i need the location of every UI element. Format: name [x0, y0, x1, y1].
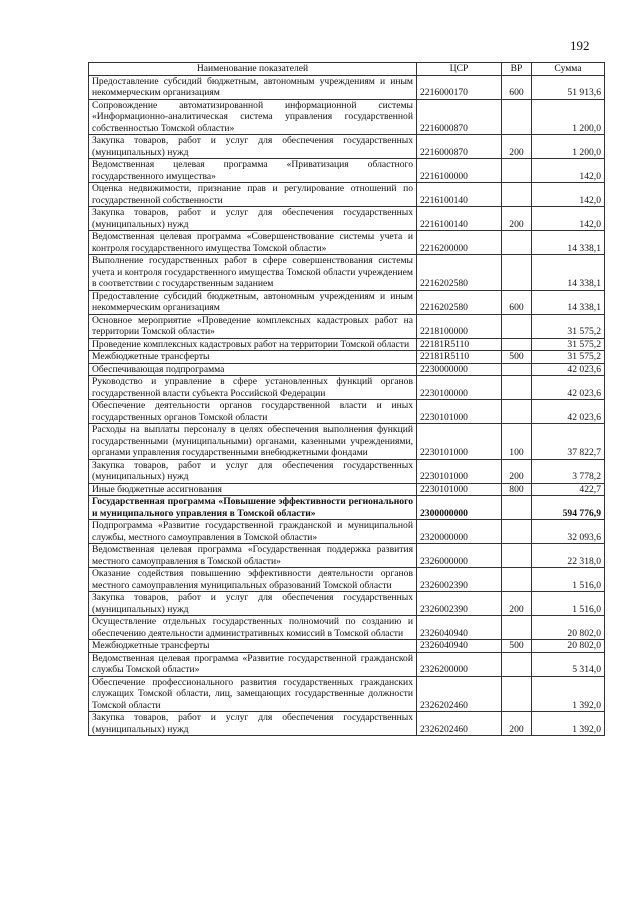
cell-csr: 2216000870	[417, 99, 502, 135]
header-sum: Сумма	[532, 63, 605, 76]
cell-name: Обеспечивающая подпрограмма	[89, 363, 417, 376]
cell-name: Расходы на выплаты персоналу в целях обеспечения выполнения функций государственными (муниципальными) органами, казенными учреждениями, органами управления государственными внебюджетными фондами	[89, 424, 417, 460]
table-row	[89, 207, 605, 231]
cell-sum: 31 575,2	[532, 338, 605, 351]
table-row	[89, 496, 605, 520]
cell-name: Закупка товаров, работ и услуг для обеспечения государственных (муниципальных) нужд	[89, 459, 417, 483]
cell-csr: 2326002390	[417, 592, 502, 616]
cell-name: Закупка товаров, работ и услуг для обеспечения государственных (муниципальных) нужд	[89, 135, 417, 159]
cell-vr	[502, 568, 532, 592]
cell-csr: 2320000000	[417, 520, 502, 544]
table-row	[89, 520, 605, 544]
table-row	[89, 400, 605, 424]
cell-name: Закупка товаров, работ и услуг для обеспечения государственных (муниципальных) нужд	[89, 712, 417, 736]
table-row	[89, 483, 605, 496]
cell-vr	[502, 520, 532, 544]
cell-vr	[502, 183, 532, 207]
cell-sum: 1 516,0	[532, 592, 605, 616]
table-row	[89, 376, 605, 400]
table-row	[89, 592, 605, 616]
cell-name: Предоставление субсидий бюджетным, автономным учреждениям и иным некоммерческим организациям	[89, 290, 417, 314]
cell-csr: 2230100000	[417, 376, 502, 400]
table-row	[89, 314, 605, 338]
cell-vr: 200	[502, 135, 532, 159]
cell-sum: 1 200,0	[532, 135, 605, 159]
table-row	[89, 231, 605, 255]
table-row	[89, 183, 605, 207]
cell-sum: 51 913,6	[532, 75, 605, 99]
cell-name: Обеспечение профессионального развития государственных гражданских служащих Томской области, лиц, замещающих государственные должности Томской области	[89, 676, 417, 712]
cell-name: Иные бюджетные ассигнования	[89, 483, 417, 496]
cell-name: Подпрограмма «Развитие государственной гражданской и муниципальной службы, местного самоуправления в Томской области»	[89, 520, 417, 544]
budget-table	[88, 62, 605, 736]
cell-vr: 100	[502, 424, 532, 460]
cell-vr	[502, 363, 532, 376]
header-name: Наименование показателей	[89, 63, 417, 76]
cell-vr: 600	[502, 75, 532, 99]
cell-sum: 32 093,6	[532, 520, 605, 544]
cell-csr: 2216100000	[417, 159, 502, 183]
cell-sum: 1 200,0	[532, 99, 605, 135]
cell-sum: 31 575,2	[532, 314, 605, 338]
cell-vr	[502, 676, 532, 712]
cell-vr	[502, 544, 532, 568]
cell-sum: 31 575,2	[532, 351, 605, 364]
table-row	[89, 338, 605, 351]
cell-sum: 42 023,6	[532, 400, 605, 424]
cell-vr	[502, 99, 532, 135]
cell-name: Осуществление отдельных государственных полномочий по созданию и обеспечению деятельности административных комиссий в Томской области	[89, 616, 417, 640]
table-row	[89, 652, 605, 676]
cell-csr: 2230101000	[417, 483, 502, 496]
cell-csr: 2326040940	[417, 616, 502, 640]
cell-name: Руководство и управление в сфере установленных функций органов государственной власти субъекта Российской Федерации	[89, 376, 417, 400]
cell-sum: 37 822,7	[532, 424, 605, 460]
cell-name: Ведомственная целевая программа «Совершенствование системы учета и контроля государственного имущества Томской области»	[89, 231, 417, 255]
table-row	[89, 75, 605, 99]
table-header-row	[89, 63, 605, 76]
cell-vr: 800	[502, 483, 532, 496]
table-row	[89, 255, 605, 291]
cell-name: Оценка недвижимости, признание прав и регулирование отношений по государственной собственности	[89, 183, 417, 207]
cell-name: Оказание содействия повышению эффективности деятельности органов местного самоуправления муниципальных образований Томской области	[89, 568, 417, 592]
cell-sum: 14 338,1	[532, 290, 605, 314]
table-row	[89, 290, 605, 314]
cell-vr	[502, 159, 532, 183]
cell-name: Предоставление субсидий бюджетным, автономным учреждениям и иным некоммерческим организациям	[89, 75, 417, 99]
table-row	[89, 568, 605, 592]
cell-name: Закупка товаров, работ и услуг для обеспечения государственных (муниципальных) нужд	[89, 207, 417, 231]
cell-csr: 2230101000	[417, 459, 502, 483]
cell-vr	[502, 338, 532, 351]
cell-csr: 2216200000	[417, 231, 502, 255]
cell-csr: 2216202580	[417, 290, 502, 314]
cell-name: Ведомственная целевая программа «Развитие государственной гражданской службы Томской области»	[89, 652, 417, 676]
table-row	[89, 424, 605, 460]
cell-name: Основное мероприятие «Проведение комплексных кадастровых работ на территории Томской области»	[89, 314, 417, 338]
cell-vr: 200	[502, 459, 532, 483]
cell-csr: 2216000170	[417, 75, 502, 99]
table-row	[89, 351, 605, 364]
cell-sum: 1 516,0	[532, 568, 605, 592]
cell-vr	[502, 496, 532, 520]
cell-csr: 2216100140	[417, 207, 502, 231]
cell-csr: 2230101000	[417, 424, 502, 460]
cell-csr: 2326202460	[417, 676, 502, 712]
page-number: 192	[570, 38, 590, 53]
cell-vr: 200	[502, 712, 532, 736]
cell-sum: 22 318,0	[532, 544, 605, 568]
table-row	[89, 544, 605, 568]
cell-sum: 594 776,9	[532, 496, 605, 520]
cell-csr: 2216000870	[417, 135, 502, 159]
cell-csr: 2326002390	[417, 568, 502, 592]
cell-csr: 22181R5110	[417, 351, 502, 364]
cell-sum: 14 338,1	[532, 231, 605, 255]
cell-vr: 200	[502, 592, 532, 616]
cell-name: Государственная программа «Повышение эффективности регионального и муниципального управления в Томской области»	[89, 496, 417, 520]
header-vr: ВР	[502, 63, 532, 76]
table-row	[89, 616, 605, 640]
cell-sum: 20 802,0	[532, 616, 605, 640]
cell-sum: 14 338,1	[532, 255, 605, 291]
cell-name: Ведомственная целевая программа «Государственная поддержка развития местного самоуправления в Томской области»	[89, 544, 417, 568]
table-row	[89, 459, 605, 483]
cell-name: Закупка товаров, работ и услуг для обеспечения государственных (муниципальных) нужд	[89, 592, 417, 616]
cell-csr: 2218100000	[417, 314, 502, 338]
cell-vr: 500	[502, 351, 532, 364]
cell-csr: 2230000000	[417, 363, 502, 376]
table-row	[89, 712, 605, 736]
cell-sum: 20 802,0	[532, 640, 605, 653]
table-row	[89, 640, 605, 653]
cell-vr: 600	[502, 290, 532, 314]
cell-csr: 2216202580	[417, 255, 502, 291]
cell-vr	[502, 652, 532, 676]
cell-vr	[502, 400, 532, 424]
cell-sum: 142,0	[532, 207, 605, 231]
header-csr: ЦСР	[417, 63, 502, 76]
cell-name: Ведомственная целевая программа «Приватизация областного государственного имущества»	[89, 159, 417, 183]
cell-sum: 422,7	[532, 483, 605, 496]
table-row	[89, 99, 605, 135]
cell-sum: 3 778,2	[532, 459, 605, 483]
cell-sum: 142,0	[532, 183, 605, 207]
cell-sum: 1 392,0	[532, 712, 605, 736]
cell-csr: 2230101000	[417, 400, 502, 424]
cell-sum: 5 314,0	[532, 652, 605, 676]
cell-csr: 2216100140	[417, 183, 502, 207]
cell-name: Проведение комплексных кадастровых работ на территории Томской области	[89, 338, 417, 351]
cell-csr: 2326000000	[417, 544, 502, 568]
cell-name: Сопровождение автоматизированной информационной системы «Информационно-аналитическая система управления государственной собственностью Томской области»	[89, 99, 417, 135]
cell-sum: 142,0	[532, 159, 605, 183]
cell-csr: 2326040940	[417, 640, 502, 653]
table-body	[89, 75, 605, 736]
cell-vr	[502, 231, 532, 255]
cell-csr: 2326202460	[417, 712, 502, 736]
table-row	[89, 159, 605, 183]
cell-name: Выполнение государственных работ в сфере совершенствования системы учета и контроля государственного имущества Томской области учреждением в соответствии с государственным заданием	[89, 255, 417, 291]
cell-sum: 42 023,6	[532, 376, 605, 400]
table-row	[89, 135, 605, 159]
cell-csr: 2300000000	[417, 496, 502, 520]
cell-name: Обеспечение деятельности органов государственной власти и иных государственных органов Томской области	[89, 400, 417, 424]
cell-vr	[502, 616, 532, 640]
cell-sum: 1 392,0	[532, 676, 605, 712]
cell-vr: 200	[502, 207, 532, 231]
table-row	[89, 363, 605, 376]
cell-vr	[502, 314, 532, 338]
table-row	[89, 676, 605, 712]
cell-vr	[502, 255, 532, 291]
cell-name: Межбюджетные трансферты	[89, 640, 417, 653]
cell-csr: 2326200000	[417, 652, 502, 676]
cell-vr	[502, 376, 532, 400]
cell-sum: 42 023,6	[532, 363, 605, 376]
cell-name: Межбюджетные трансферты	[89, 351, 417, 364]
cell-csr: 22181R5110	[417, 338, 502, 351]
cell-vr: 500	[502, 640, 532, 653]
